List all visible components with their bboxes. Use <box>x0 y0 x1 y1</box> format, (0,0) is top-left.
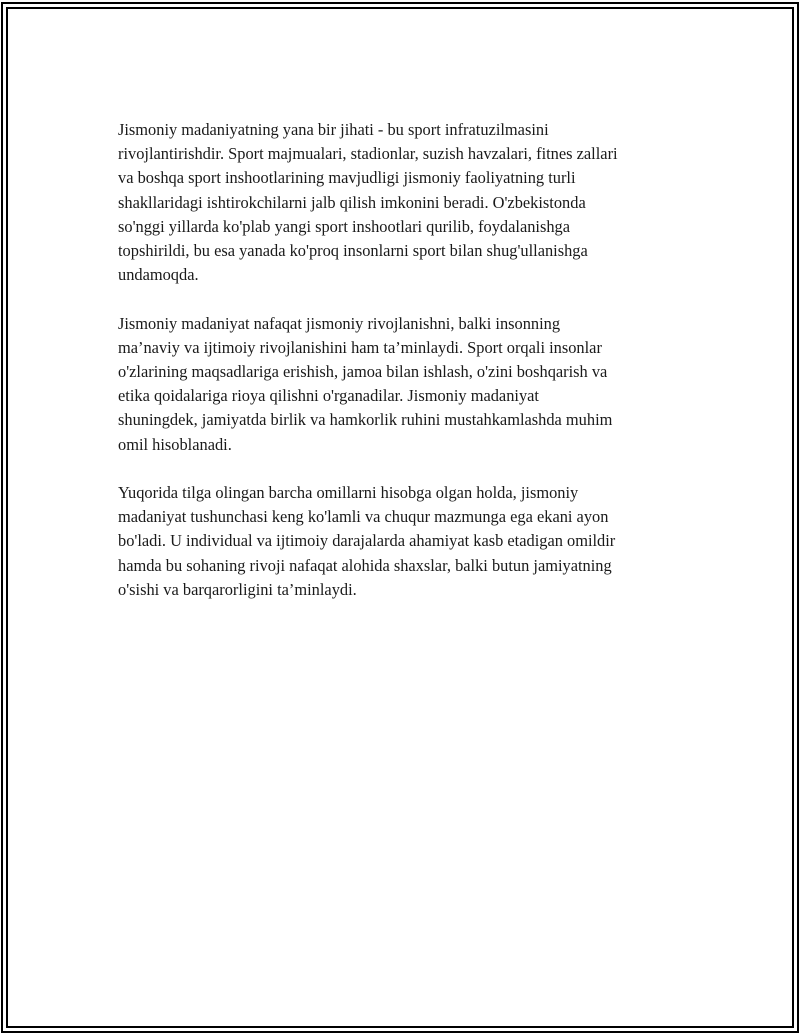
text-line: Jismoniy madaniyat nafaqat jismoniy rivojlanishni, balki insonning <box>118 313 561 333</box>
text-line: o'sishi va barqarorligini ta’minlaydi. <box>118 579 357 599</box>
text-line: etika qoidalariga rioya qilishni o'rganadilar. Jismoniy madaniyat <box>118 386 539 406</box>
paragraph-1 <box>118 118 698 287</box>
text-line: va boshqa sport inshootlarining mavjudligi jismoniy faoliyatning turli <box>118 168 576 188</box>
text-line: o'zlarining maqsadlariga erishish, jamoa bilan ishlash, o'zini boshqarish va <box>118 362 608 382</box>
text-line: undamoqda. <box>118 265 199 285</box>
text-line: bo'ladi. U individual va ijtimoiy darajalarda ahamiyat kasb etadigan omildir <box>118 531 616 551</box>
text-line: Jismoniy madaniyatning yana bir jihati - bu sport infratuzilmasini <box>118 120 549 139</box>
text-line: topshirildi, bu esa yanada ko'proq insonlarni sport bilan shug'ullanishga <box>118 241 588 261</box>
text-line: hamda bu sohaning rivoji nafaqat alohida shaxslar, balki butun jamiyatning <box>118 555 612 575</box>
paragraph-2 <box>118 312 698 457</box>
text-line: ma’naviy va ijtimoiy rivojlanishini ham ta’minlaydi. Sport orqali insonlar <box>118 337 602 357</box>
document-body <box>118 118 698 626</box>
text-line: shakllaridagi ishtirokchilarni jalb qilish imkonini beradi. O'zbekistonda <box>118 192 586 212</box>
text-line: Yuqorida tilga olingan barcha omillarni hisobga olgan holda, jismoniy <box>118 483 579 503</box>
text-line: omil hisoblanadi. <box>118 434 232 454</box>
text-line: madaniyat tushunchasi keng ko'lamli va chuqur mazmunga ega ekani ayon <box>118 507 609 527</box>
text-line: rivojlantirishdir. Sport majmualari, stadionlar, suzish havzalari, fitnes zallari <box>118 144 618 164</box>
paragraph-3 <box>118 481 698 602</box>
text-line: so'nggi yillarda ko'plab yangi sport inshootlari qurilib, foydalanishga <box>118 216 571 236</box>
text-line: shuningdek, jamiyatda birlik va hamkorlik ruhini mustahkamlashda muhim <box>118 410 613 430</box>
